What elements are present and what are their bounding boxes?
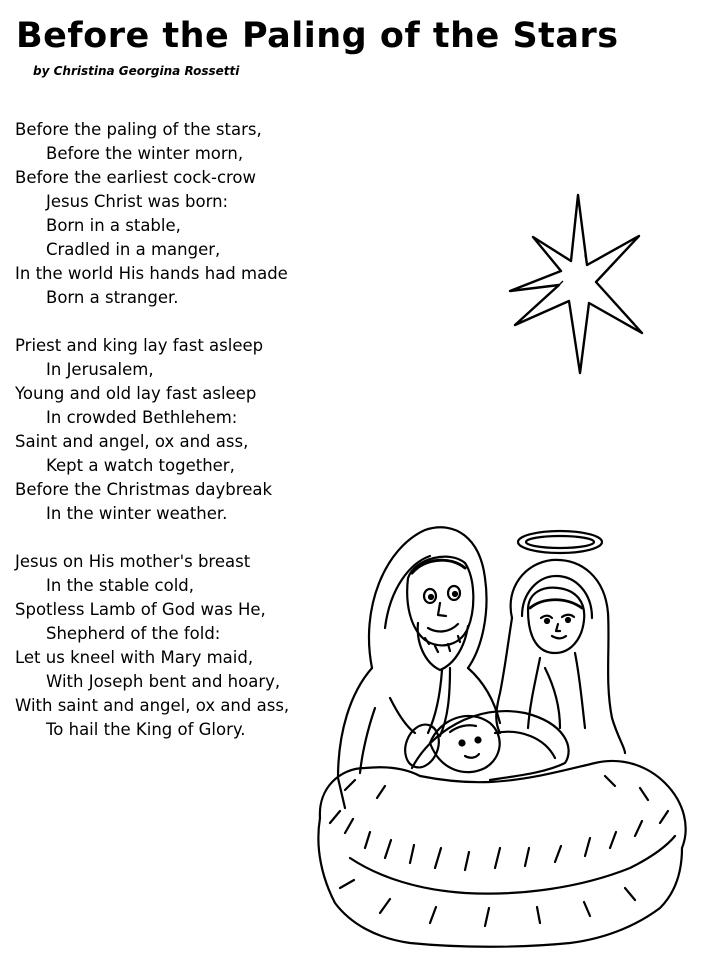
poem-line: Spotless Lamb of God was He, <box>15 600 266 619</box>
manger-straw <box>320 761 686 848</box>
poem-line: Saint and angel, ox and ass, <box>15 432 249 451</box>
poem-line: In Jerusalem, <box>46 360 154 379</box>
mary-face <box>528 588 584 653</box>
stanza-1 <box>15 118 345 310</box>
poem-line: Before the winter morn, <box>46 144 244 163</box>
poem-line: Jesus Christ was born: <box>46 192 229 211</box>
page-title: Before the Paling of the Stars <box>16 16 619 56</box>
poem-line: Kept a watch together, <box>46 456 235 475</box>
poem-line: Born a stranger. <box>46 288 179 307</box>
poem-line: With saint and angel, ox and ass, <box>15 696 290 715</box>
poem-line: Young and old lay fast asleep <box>15 384 257 403</box>
stanza-2 <box>15 334 345 526</box>
joseph-hood <box>369 527 487 668</box>
poem-line: Before the earliest cock-crow <box>15 168 257 187</box>
poem-line: In crowded Bethlehem: <box>46 408 238 427</box>
poem-line: With Joseph bent and hoary, <box>46 672 281 691</box>
halo <box>518 531 602 553</box>
poem-line: Cradled in a manger, <box>46 240 221 259</box>
poem-line: In the winter weather. <box>46 504 228 523</box>
poem-line: Before the Christmas daybreak <box>15 480 273 499</box>
joseph-beard <box>418 623 468 670</box>
author-byline: by Christina Georgina Rossetti <box>33 64 240 78</box>
nativity-scene-illustration <box>290 518 710 948</box>
poem-line: To hail the King of Glory. <box>46 720 246 739</box>
poem-line: Priest and king lay fast asleep <box>15 336 264 355</box>
poem-line: In the stable cold, <box>46 576 194 595</box>
poem-line: Let us kneel with Mary maid, <box>15 648 254 667</box>
poem-line: Before the paling of the stars, <box>15 120 262 139</box>
poem-line: Born in a stable, <box>46 216 181 235</box>
star-icon <box>505 193 645 375</box>
poem-line: Shepherd of the fold: <box>46 624 221 643</box>
poem-line: Jesus on His mother's breast <box>15 552 251 571</box>
poem-line: In the world His hands had made <box>15 264 288 283</box>
